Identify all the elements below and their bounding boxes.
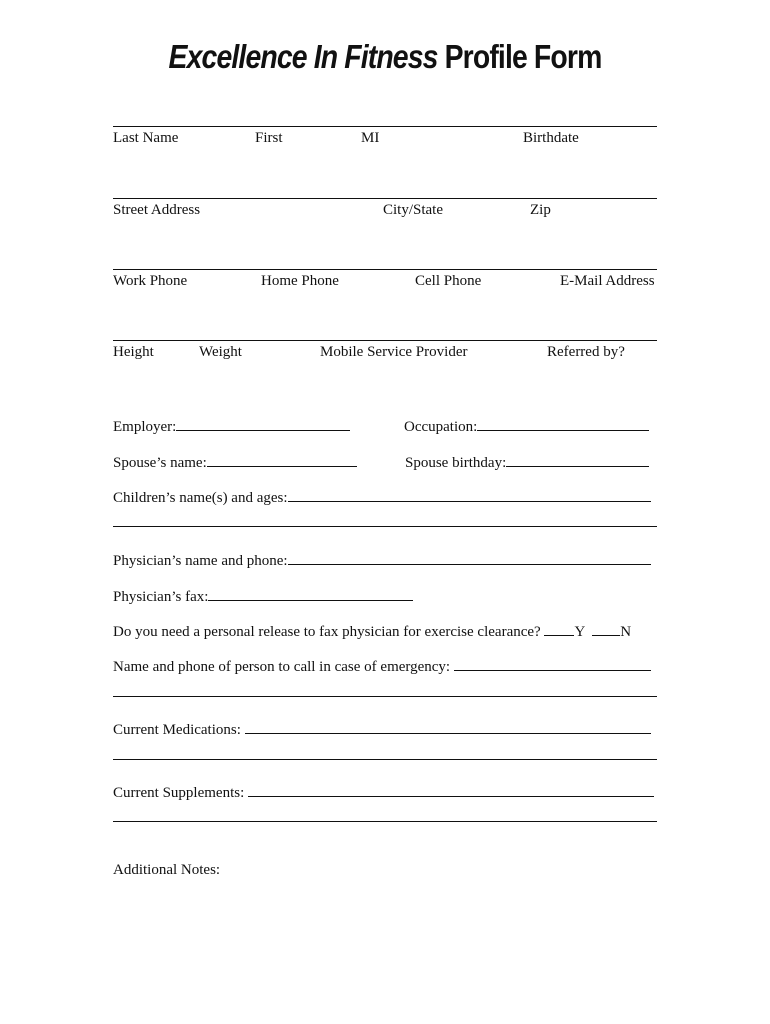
release-no-field[interactable] — [592, 621, 620, 636]
height-label: Height — [113, 344, 154, 360]
children-label: Children’s name(s) and ages: — [113, 490, 288, 506]
spouse-name-row — [113, 452, 357, 472]
physician-row — [113, 550, 651, 570]
work-phone-label: Work Phone — [113, 273, 188, 289]
physician-label: Physician’s name and phone: — [113, 553, 288, 569]
medications-label: Current Medications: — [113, 722, 241, 738]
cell-phone-label: Cell Phone — [415, 273, 482, 289]
release-row — [113, 621, 631, 641]
mi-label: MI — [361, 130, 380, 146]
physician-fax-row — [113, 586, 413, 606]
employer-field[interactable] — [176, 416, 350, 431]
release-no-label: N — [620, 624, 632, 640]
employer-row — [113, 416, 350, 436]
address-line[interactable] — [113, 198, 657, 199]
supplements-field[interactable] — [248, 782, 654, 797]
occupation-label: Occupation: — [404, 419, 478, 435]
form-title — [54, 38, 716, 76]
occupation-field[interactable] — [477, 416, 649, 431]
supplements-field-continuation[interactable] — [113, 821, 657, 822]
supplements-label: Current Supplements: — [113, 785, 245, 801]
additional-notes-label: Additional Notes: — [113, 862, 221, 878]
emergency-label: Name and phone of person to call in case of emergency: — [113, 659, 451, 675]
occupation-row — [404, 416, 649, 436]
employer-label: Employer: — [113, 419, 177, 435]
stats-line[interactable] — [113, 340, 657, 341]
physician-fax-field[interactable] — [208, 586, 413, 601]
medications-field[interactable] — [245, 719, 651, 734]
title-rest: Profile Form — [444, 38, 602, 75]
last-name-label: Last Name — [113, 130, 179, 146]
supplements-row — [113, 782, 654, 802]
spouse-name-field[interactable] — [207, 452, 357, 467]
release-yes-field[interactable] — [544, 621, 574, 636]
physician-field[interactable] — [288, 550, 651, 565]
first-name-label: First — [255, 130, 283, 146]
spouse-birthday-row — [405, 452, 649, 472]
brand-name: Excellence In Fitness — [168, 38, 438, 75]
release-question: Do you need a personal release to fax physician for exercise clearance? — [113, 624, 541, 640]
spouse-name-label: Spouse’s name: — [113, 455, 207, 471]
emergency-field[interactable] — [454, 656, 651, 671]
name-line[interactable] — [113, 126, 657, 127]
children-row — [113, 487, 651, 507]
physician-fax-label: Physician’s fax: — [113, 589, 209, 605]
spouse-birthday-field[interactable] — [506, 452, 649, 467]
zip-label: Zip — [530, 202, 551, 218]
city-state-label: City/State — [383, 202, 443, 218]
email-label: E-Mail Address — [560, 273, 655, 289]
medications-row — [113, 719, 651, 739]
emergency-field-continuation[interactable] — [113, 696, 657, 697]
children-field[interactable] — [288, 487, 651, 502]
street-address-label: Street Address — [113, 202, 201, 218]
mobile-provider-label: Mobile Service Provider — [320, 344, 468, 360]
spouse-birthday-label: Spouse birthday: — [405, 455, 507, 471]
children-field-continuation[interactable] — [113, 526, 657, 527]
emergency-row — [113, 656, 651, 676]
referred-by-label: Referred by? — [547, 344, 625, 360]
weight-label: Weight — [199, 344, 242, 360]
home-phone-label: Home Phone — [261, 273, 339, 289]
phone-line[interactable] — [113, 269, 657, 270]
birthdate-label: Birthdate — [523, 130, 579, 146]
medications-field-continuation[interactable] — [113, 759, 657, 760]
release-yes-label: Y — [574, 624, 585, 640]
